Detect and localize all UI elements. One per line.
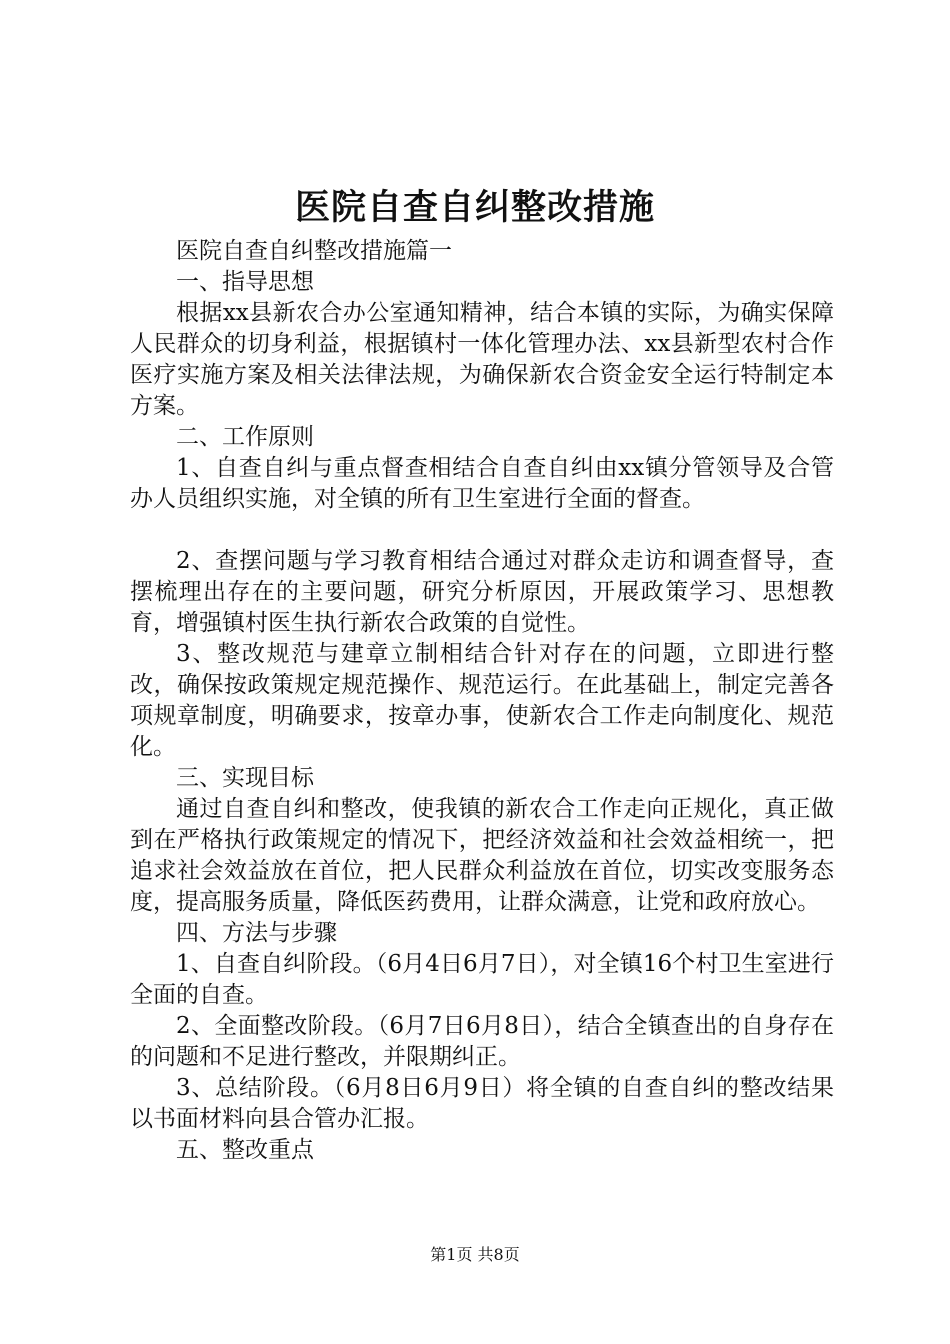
heading-guiding-ideology: 一、指导思想 [176, 269, 314, 295]
page-number-footer: 第1页 共8页 [430, 1245, 520, 1264]
heading-work-principles: 二、工作原则 [176, 424, 314, 450]
paragraph-step-2: 2、全面整改阶段。（6月7日6月8日），结合全镇查出的自身存在的问题和不足进行整改，并限期纠正。 [130, 1013, 834, 1070]
heading-goals: 三、实现目标 [176, 765, 314, 791]
paragraph-goals: 通过自查自纠和整改，使我镇的新农合工作走向正规化，真正做到在严格执行政策规定的情况下，把经济效益和社会效益相统一，把追求社会效益放在首位，把人民群众利益放在首位，切实改变服务态度，提高服务质量，降低医药费用，让群众满意，让党和政府放心。 [130, 796, 834, 915]
paragraph-principle-2: 2、查摆问题与学习教育相结合通过对群众走访和调查督导，查摆梳理出存在的主要问题，研究分析原因，开展政策学习、思想教育，增强镇村医生执行新农合政策的自觉性。 [130, 548, 834, 636]
paragraph-principle-1: 1、自查自纠与重点督查相结合自查自纠由xx镇分管领导及合管办人员组织实施，对全镇的所有卫生室进行全面的督查。 [130, 455, 834, 512]
section-subtitle: 医院自查自纠整改措施篇一 [176, 238, 452, 264]
paragraph-guiding-ideology: 根据xx县新农合办公室通知精神，结合本镇的实际，为确实保障人民群众的切身利益，根据镇村一体化管理办法、xx县新型农村合作医疗实施方案及相关法律法规，为确保新农合资金安全运行特制定本方案。 [130, 300, 834, 419]
paragraph-step-3: 3、总结阶段。（6月8日6月9日）将全镇的自查自纠的整改结果以书面材料向县合管办汇报。 [130, 1075, 834, 1132]
document-title: 医院自查自纠整改措施 [294, 187, 655, 228]
document-body [130, 236, 834, 1166]
paragraph-principle-3: 3、整改规范与建章立制相结合针对存在的问题，立即进行整改，确保按政策规定规范操作、规范运行。在此基础上，制定完善各项规章制度，明确要求，按章办事，使新农合工作走向制度化、规范化。 [130, 641, 834, 760]
heading-methods-steps: 四、方法与步骤 [176, 920, 337, 946]
paragraph-spacer [130, 515, 834, 546]
paragraph-step-1: 1、自查自纠阶段。（6月4日6月7日），对全镇16个村卫生室进行全面的自查。 [130, 951, 834, 1008]
heading-rectification-focus: 五、整改重点 [176, 1137, 314, 1163]
